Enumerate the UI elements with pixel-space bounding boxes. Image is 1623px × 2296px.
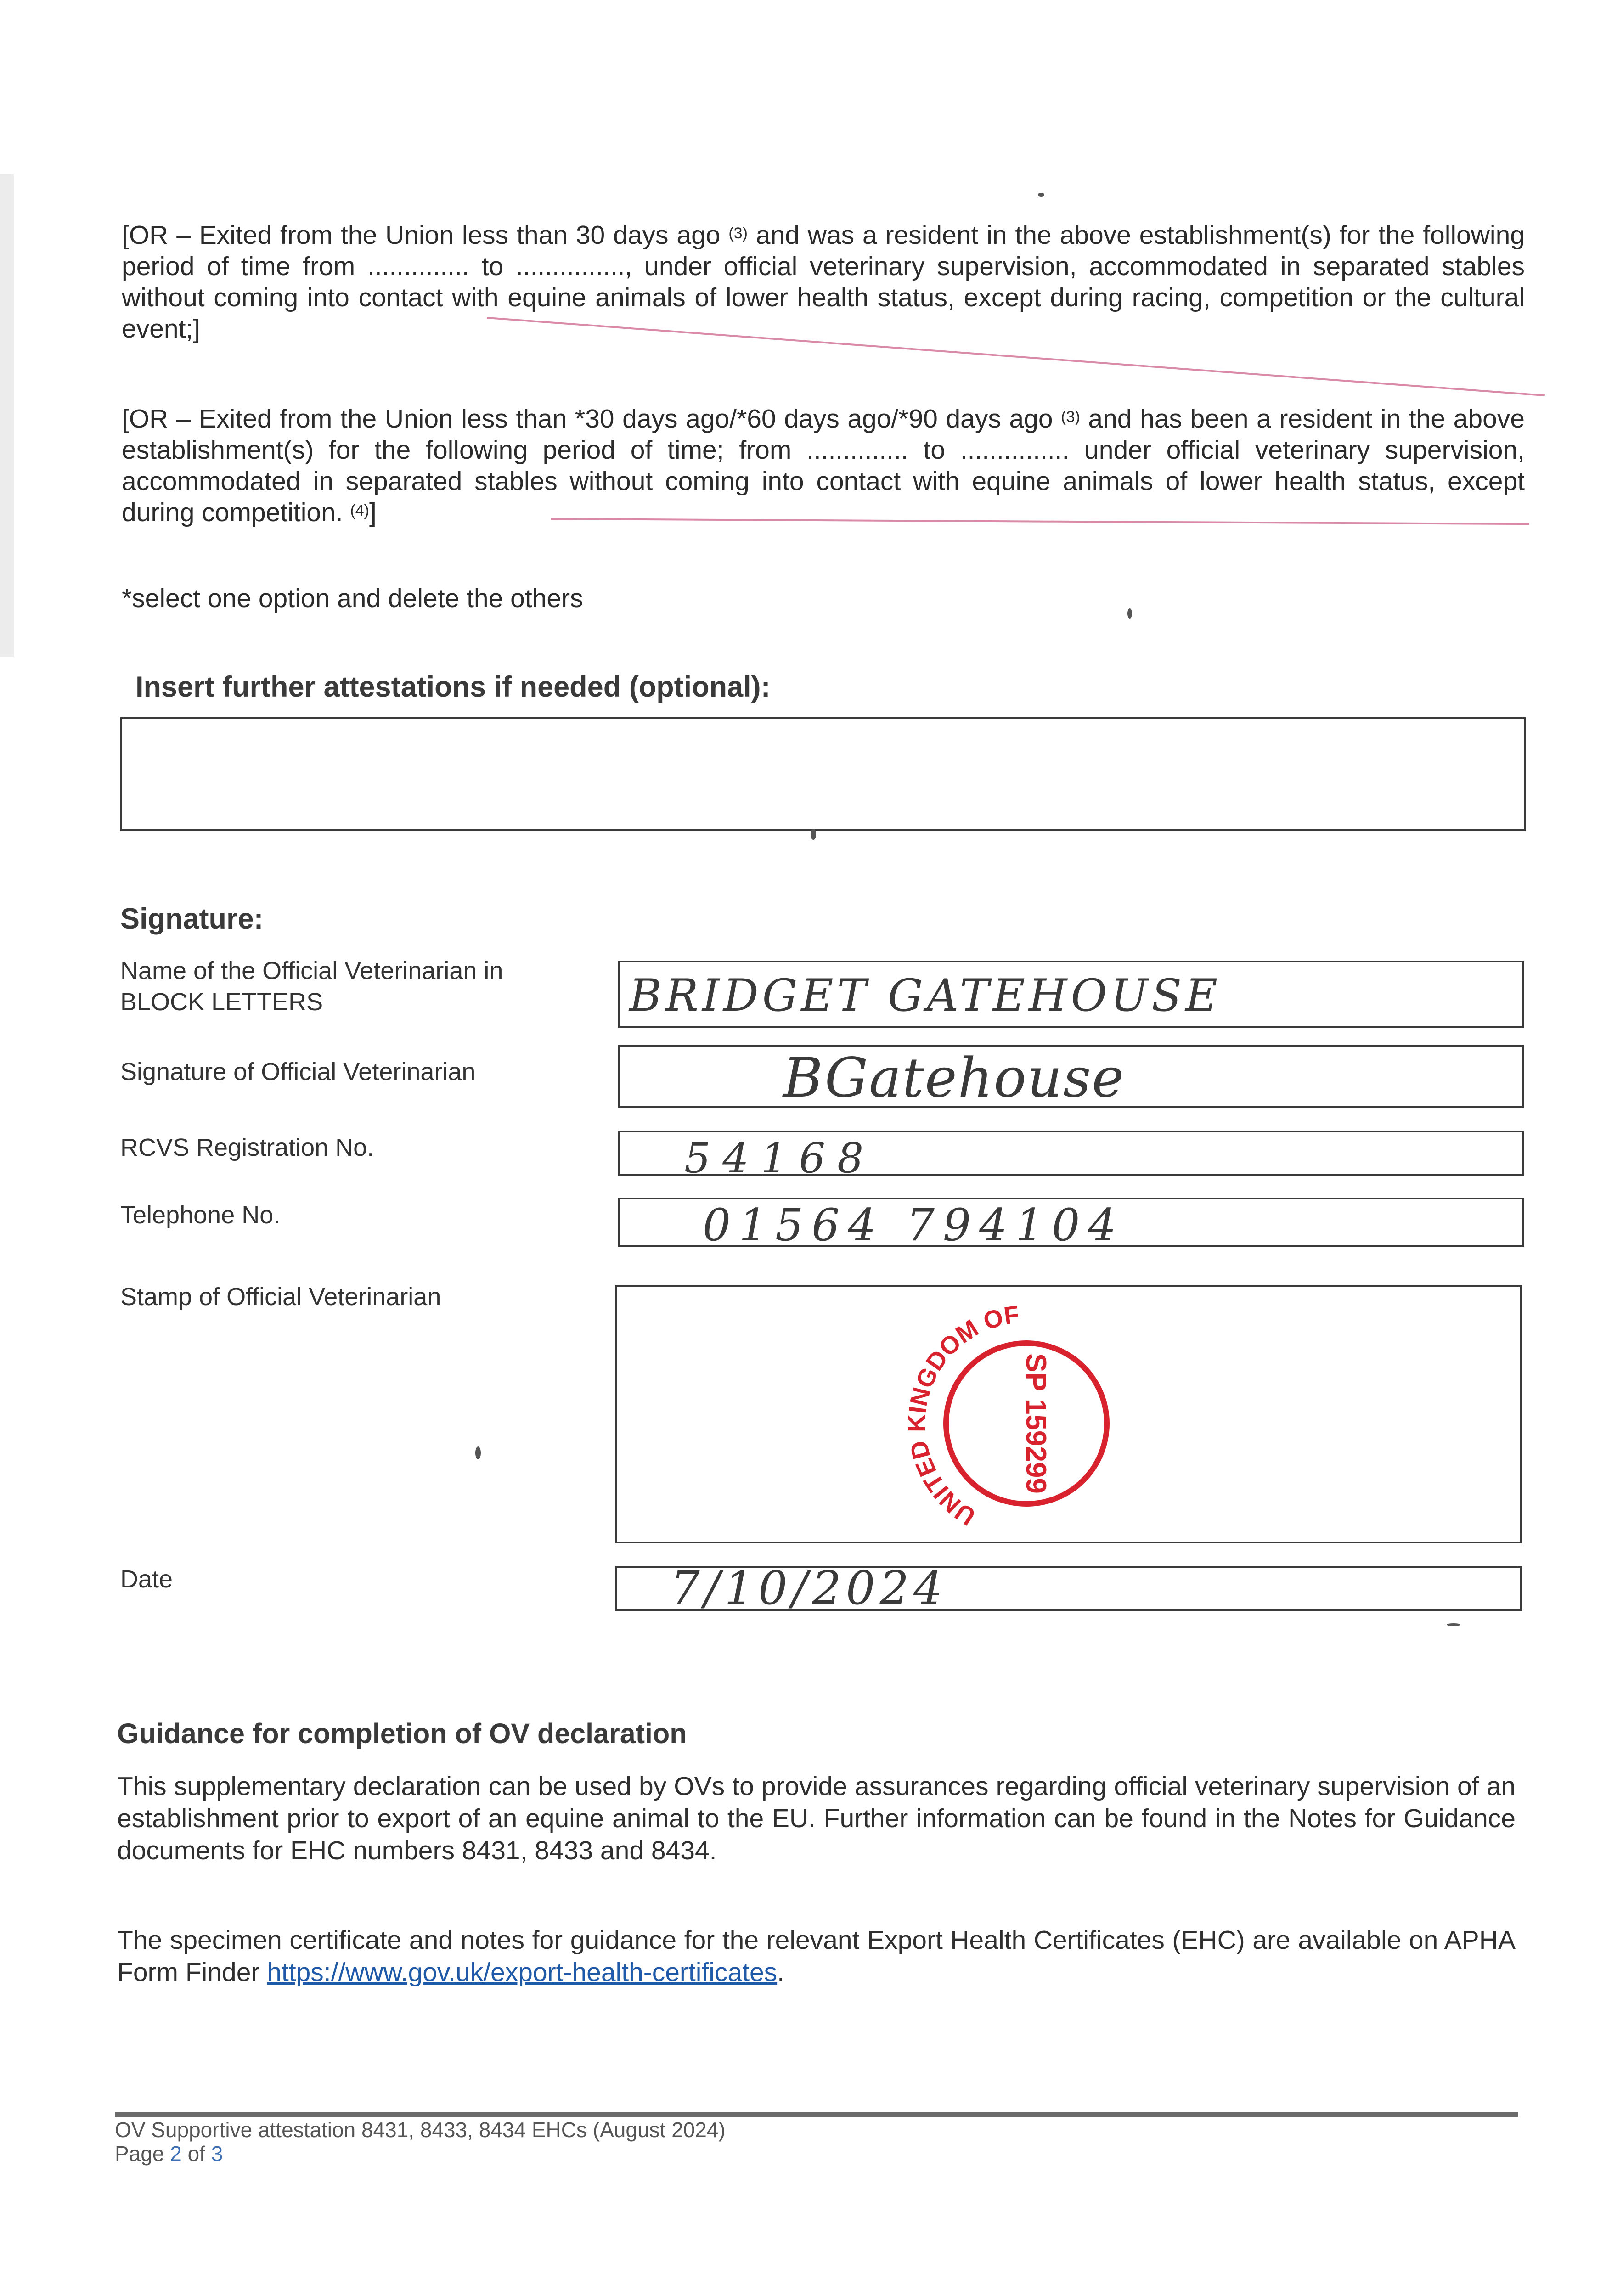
scan-speck: [811, 829, 816, 840]
select-option-note: *select one option and delete the others: [122, 584, 583, 613]
current-page: 2: [170, 2142, 182, 2166]
guidance-p2-text: The specimen certificate and notes for guidance for the relevant Export Health Certificates (EHC) are available on APHA Form Finder: [117, 1925, 1516, 1987]
or-30-days-text: [OR – Exited from the Union less than 30 days ago: [122, 220, 721, 250]
closing-bracket: ]: [369, 498, 377, 527]
telephone-label: Telephone No.: [120, 1201, 281, 1229]
footnote-ref: (3): [1061, 408, 1080, 426]
scan-speck: [475, 1446, 481, 1459]
date-label: Date: [120, 1565, 173, 1593]
guidance-paragraph-2: [117, 1924, 1516, 1988]
stamp-label: Stamp of Official Veterinarian: [120, 1283, 441, 1311]
ehc-link[interactable]: https://www.gov.uk/export-health-certificates: [267, 1958, 778, 1987]
guidance-p2-end: .: [777, 1958, 784, 1987]
ov-signature-value: BGatehouse: [783, 1046, 1125, 1109]
scan-speck: [1127, 608, 1132, 619]
footer-page-number: [115, 2141, 223, 2167]
total-pages: 3: [211, 2142, 223, 2166]
ov-name-value: BRIDGET GATEHOUSE: [629, 970, 1222, 1021]
signature-heading: Signature:: [120, 903, 264, 935]
guidance-paragraph-1: This supplementary declaration can be used by OVs to provide assurances regarding official veterinary supervision of an establishment prior to export of an equine animal to the EU. Further information can be found in the Notes for Guidance documents for EHC numbers 8431, 8433 and 8434.: [117, 1772, 1516, 1865]
stamp-center-text: SP 159299: [1020, 1353, 1052, 1494]
or-multi-days-text: [OR – Exited from the Union less than *30 days ago/*60 days ago/*90 days ago: [122, 404, 1053, 433]
footnote-ref: (4): [350, 502, 370, 519]
of-word: of: [187, 2142, 205, 2166]
or-30-60-90-days-paragraph: [122, 403, 1525, 528]
page-word: Page: [115, 2142, 164, 2166]
or-multi-days-text-cont: and has been a resident in the above establishment(s) for the following period of time; from .............. to ............... under official veterinary supervision, accommodated in separated stables without coming into contact with equine animals of lower health status, except during competition.: [122, 404, 1525, 527]
further-attestations-box[interactable]: [120, 717, 1526, 831]
or-30-days-paragraph: [122, 219, 1525, 344]
scan-speck: [1447, 1623, 1460, 1626]
telephone-value: 01564 794104: [703, 1199, 1125, 1251]
stamp-ring-text: UNITED KINGDOM OF: [903, 1300, 1021, 1531]
footer-doc-ref: OV Supportive attestation 8431, 8433, 8434 EHCs (August 2024): [115, 2118, 726, 2142]
scan-shadow: [0, 174, 14, 657]
rcvs-label: RCVS Registration No.: [120, 1134, 374, 1161]
guidance-heading: Guidance for completion of OV declaration: [117, 1718, 687, 1749]
or-30-days-text-cont: and was a resident in the above establishment(s) for the following period of time from .............. to ..............., under official veterinary supervision, accommodated in separated stables without coming into contact with equine animals of lower health status, except during racing, competition or the cultural event;]: [122, 220, 1525, 343]
ov-signature-label: Signature of Official Veterinarian: [120, 1058, 476, 1086]
scan-speck: [1038, 193, 1044, 197]
rcvs-value: 54168: [684, 1134, 876, 1182]
ov-name-label: Name of the Official Veterinarian in BLOCK LETTERS: [120, 957, 503, 1016]
footnote-ref: (3): [728, 225, 748, 242]
date-value: 7/10/2024: [671, 1561, 947, 1615]
further-attestations-heading: Insert further attestations if needed (optional):: [135, 671, 771, 703]
footer-rule: [115, 2112, 1518, 2117]
ov-stamp: [889, 1295, 1164, 1552]
